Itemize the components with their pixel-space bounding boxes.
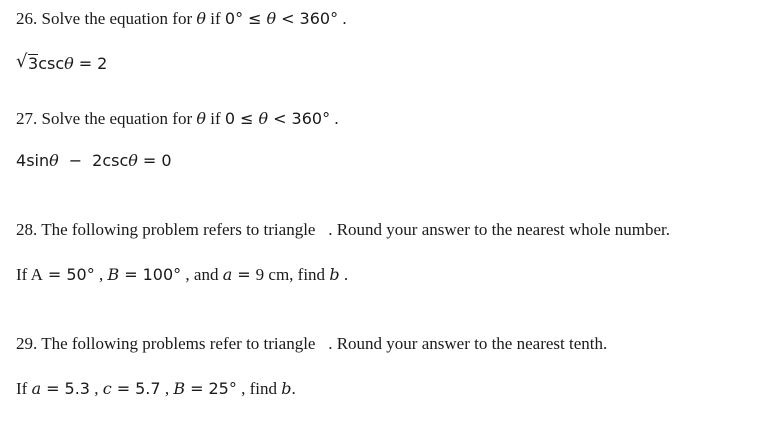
theta-symbol: θ: [258, 109, 269, 128]
problem-29-given: [16, 379, 296, 399]
rhs-value: 0: [161, 151, 172, 170]
find-variable: b: [281, 379, 292, 398]
side-a-value: 9: [255, 265, 265, 284]
equals-symbol: =: [116, 379, 131, 398]
side-c-value: 5.7: [135, 379, 161, 398]
range-end: 360°: [291, 109, 331, 128]
problem-29-prompt: [16, 334, 607, 354]
sqrt-icon: √: [16, 51, 28, 72]
side-a-value: 5.3: [64, 379, 90, 398]
equals-symbol: =: [124, 265, 138, 284]
function-name: csc: [38, 54, 65, 73]
side-c-label: c: [102, 379, 112, 398]
separator: ,: [94, 265, 108, 284]
find-variable: b: [329, 265, 340, 284]
equals-symbol: =: [237, 265, 251, 284]
function-name: csc: [102, 151, 129, 170]
angle-B-value: 25°: [208, 379, 237, 398]
problem-28-given: [16, 265, 348, 285]
theta-symbol: θ: [266, 9, 277, 28]
equals-symbol: =: [190, 379, 204, 398]
less-equal-symbol: ≤: [248, 9, 262, 28]
angle-A-value: 50°: [66, 265, 95, 284]
problem-26-text: 26. Solve the equation for: [16, 9, 197, 28]
problem-sheet: [16, 0, 751, 441]
minus-symbol: −: [68, 151, 83, 170]
separator: ,: [160, 379, 174, 398]
if-word: if: [206, 109, 225, 128]
coefficient: 2: [92, 151, 103, 170]
sqrt-expression: [16, 51, 39, 74]
problem-27-prompt: [16, 109, 339, 129]
angle-B-value: 100°: [142, 265, 182, 284]
radicand: 3: [28, 54, 39, 73]
problem-29-text: 29. The following problems refer to triangle . Round your answer to the nearest tenth.: [16, 334, 608, 353]
less-equal-symbol: ≤: [240, 109, 254, 128]
theta-symbol: θ: [196, 9, 206, 28]
problem-28-prompt: [16, 220, 670, 240]
unit-text: cm, find: [264, 265, 330, 284]
period: .: [291, 379, 296, 398]
problem-26-equation: [16, 51, 108, 74]
separator: , find: [236, 379, 282, 398]
if-word: if: [206, 9, 225, 28]
theta-symbol: θ: [196, 109, 206, 128]
problem-28-text: 28. The following problem refers to triangle . Round your answer to the nearest whole number.: [16, 220, 671, 239]
theta-symbol: θ: [128, 151, 138, 170]
theta-symbol: θ: [49, 151, 59, 170]
equals-symbol: =: [78, 54, 93, 73]
separator: , and: [181, 265, 223, 284]
angle-B-label: B: [107, 265, 120, 284]
separator: ,: [89, 379, 103, 398]
if-word: If: [16, 265, 31, 284]
period: .: [339, 265, 349, 284]
range-start: 0: [224, 109, 236, 128]
rhs-value: 2: [97, 54, 108, 73]
problem-27-equation: [16, 151, 172, 171]
range-end: 360°: [299, 9, 339, 28]
coefficient: 4: [16, 151, 27, 170]
if-word: If: [16, 379, 32, 398]
theta-symbol: θ: [64, 54, 74, 73]
angle-B-label: B: [173, 379, 186, 398]
equals-symbol: =: [142, 151, 157, 170]
less-than-symbol: <: [281, 9, 295, 28]
angle-A-label: A: [30, 265, 43, 284]
equals-symbol: =: [47, 265, 62, 284]
function-name: sin: [26, 151, 50, 170]
period: .: [330, 109, 339, 128]
problem-27-text: 27. Solve the equation for: [16, 109, 197, 128]
side-a-label: a: [31, 379, 42, 398]
range-start: 0°: [224, 9, 244, 28]
problem-26-prompt: [16, 9, 347, 29]
equals-symbol: =: [46, 379, 60, 398]
period: .: [338, 9, 347, 28]
less-than-symbol: <: [273, 109, 287, 128]
side-a-label: a: [222, 265, 233, 284]
